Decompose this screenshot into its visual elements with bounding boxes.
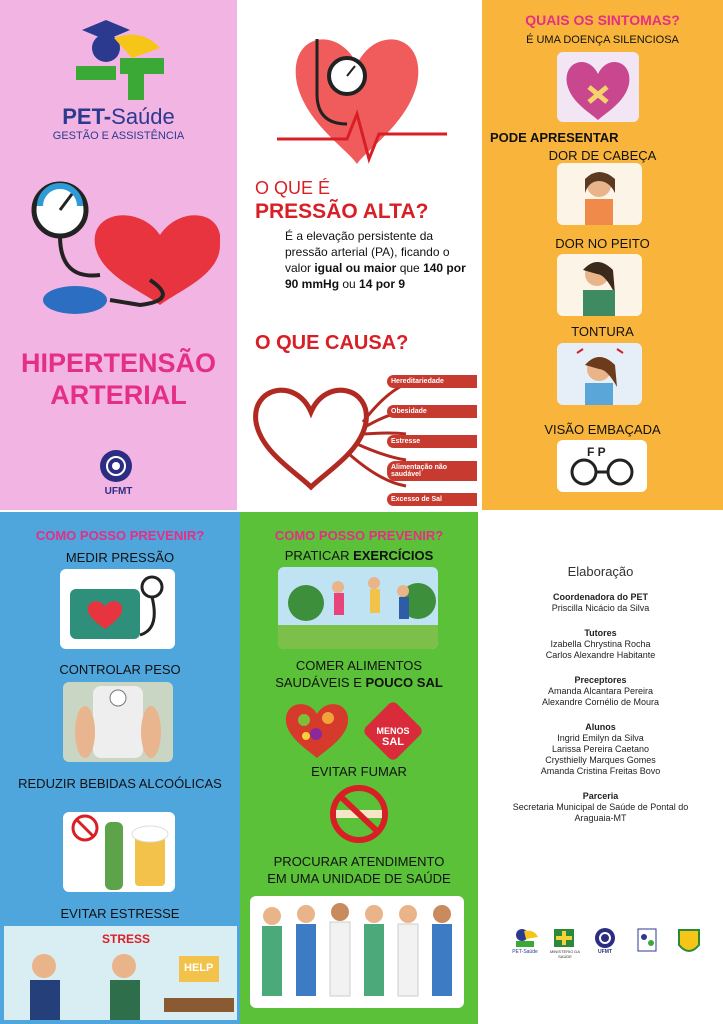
pet-saude-title: PET-Saúde — [62, 104, 175, 129]
municipality-crest-icon — [676, 927, 702, 957]
cause-item: Obesidade — [387, 405, 477, 418]
weight-scale-image — [63, 682, 173, 762]
salt-word: SAL — [382, 736, 404, 748]
blurred-vision-image — [557, 440, 647, 492]
prevention-panel-2 — [240, 512, 478, 1024]
cause-item: Alimentação não saudável — [387, 461, 477, 481]
logo-ministry-label: MINISTÉRIO DA SAÚDE — [549, 949, 580, 959]
prevention-panel-1 — [0, 512, 240, 1024]
causes-title: O QUE CAUSA? — [255, 332, 409, 354]
tutor-name: Carlos Alexandre Habitante — [545, 650, 656, 660]
healthy-food-heart-icon — [282, 698, 352, 760]
ministry-of-health-logo-icon — [552, 927, 576, 949]
symptom-label: DOR DE CABEÇA — [548, 148, 657, 163]
cause-item: Excesso de Sal — [387, 493, 477, 506]
ufmt-logo-icon — [594, 927, 616, 949]
cause-item: Hereditariedade — [387, 375, 477, 388]
no-smoking-label: EVITAR FUMAR — [311, 764, 407, 779]
partnership-line2: Araguaia-MT — [574, 813, 627, 823]
credits-block — [478, 592, 723, 824]
pressao-alta-title: PRESSÃO ALTA? — [255, 200, 429, 223]
pet-saude-logo-icon — [72, 18, 168, 100]
exercise-label: PRATICAR EXERCÍCIOS — [284, 548, 434, 563]
help-word: HELP — [184, 962, 214, 974]
credits-title: Elaboração — [567, 564, 634, 579]
heart-pressure-gauge-icon — [277, 14, 447, 174]
cause-item: Estresse — [387, 435, 477, 448]
partnership-heading: Parceria — [582, 791, 619, 801]
dizziness-image — [557, 343, 642, 405]
less-word: MENOS — [376, 726, 410, 736]
no-smoking-icon — [320, 784, 398, 844]
ufmt-label: UFMT — [104, 486, 133, 497]
logo-ufmt-label: UFMT — [598, 949, 612, 955]
ufmt-logo-icon — [98, 448, 134, 484]
symptom-label: VISÃO EMBAÇADA — [544, 422, 661, 437]
ics-logo-icon — [636, 927, 658, 957]
what-is-question: O QUE É — [255, 178, 331, 198]
prevention-label: MEDIR PRESSÃO — [65, 550, 175, 565]
health-professionals-image — [250, 896, 464, 1008]
prevention-label: CONTROLAR PESO — [59, 662, 181, 677]
svg-text:F P: F P — [587, 445, 606, 459]
silent-disease-text: É UMA DOENÇA SILENCIOSA — [526, 34, 679, 46]
cover-title-line1: HIPERTENSÃO — [20, 348, 217, 378]
cover-title-line2: ARTERIAL — [50, 380, 187, 410]
student-name: Amanda Cristina Freitas Bovo — [540, 766, 661, 776]
cover-panel — [0, 0, 237, 510]
logo-pet-label: PET-Saúde — [512, 949, 538, 955]
partnership-line1: Secretaria Municipal de Saúde de Pontal do — [512, 802, 689, 812]
pet-saude-logo-icon — [512, 927, 538, 949]
food-label-line2: SAUDÁVEIS E POUCO SAL — [275, 675, 443, 690]
symptoms-title: QUAIS OS SINTOMAS? — [525, 12, 680, 28]
causes-list — [387, 375, 477, 506]
student-name: Crysthielly Marques Gomes — [545, 755, 656, 765]
students-heading: Alunos — [585, 722, 616, 732]
prevention-title: COMO POSSO PREVENIR? — [35, 528, 205, 543]
headache-image — [557, 163, 642, 225]
symptoms-panel — [482, 0, 723, 510]
preceptors-heading: Preceptores — [574, 675, 627, 685]
preceptor-name: Alexandre Cornélio de Moura — [541, 697, 660, 707]
stress-word: STRESS — [102, 932, 151, 946]
chest-pain-image — [557, 254, 642, 316]
care-label-line1: PROCURAR ATENDIMENTO — [273, 854, 445, 869]
measure-pressure-image — [60, 569, 175, 649]
student-name: Ingrid Emilyn da Silva — [557, 733, 644, 743]
coordinator-heading: Coordenadora do PET — [552, 592, 648, 602]
may-present-text: PODE APRESENTAR — [490, 130, 619, 145]
what-is-panel — [237, 0, 482, 510]
pet-saude-subtitle: GESTÃO E ASSISTÊNCIA — [52, 130, 185, 142]
exercise-image — [278, 567, 438, 649]
symptom-label: DOR NO PEITO — [555, 236, 650, 251]
prevention-title: COMO POSSO PREVENIR? — [274, 528, 444, 543]
preceptor-name: Amanda Alcantara Pereira — [547, 686, 654, 696]
tutors-heading: Tutores — [584, 628, 617, 638]
symptom-label: TONTURA — [571, 324, 634, 339]
student-name: Larissa Pereira Caetano — [551, 744, 650, 754]
tutor-name: Izabella Chrystina Rocha — [550, 639, 651, 649]
definition-text: É a elevação persistente da pressão arterial (PA), ficando o valor igual ou maior que 140 por 90 mmHg ou 14 por 9 — [285, 229, 466, 291]
silent-heart-image — [557, 52, 639, 122]
prevention-label: EVITAR ESTRESSE — [60, 906, 180, 921]
blood-pressure-heart-icon — [20, 180, 220, 320]
partner-logos — [504, 927, 704, 963]
stress-image — [4, 926, 237, 1020]
coordinator-name: Priscilla Nicácio da Silva — [551, 603, 650, 613]
care-label-line2: EM UMA UNIDADE DE SAÚDE — [267, 871, 451, 886]
prevention-label: REDUZIR BEBIDAS ALCOÓLICAS — [18, 776, 222, 791]
food-label-line1: COMER ALIMENTOS — [295, 658, 423, 673]
reduce-alcohol-image — [63, 812, 175, 892]
less-salt-badge — [360, 698, 426, 764]
credits-panel — [478, 512, 723, 1024]
